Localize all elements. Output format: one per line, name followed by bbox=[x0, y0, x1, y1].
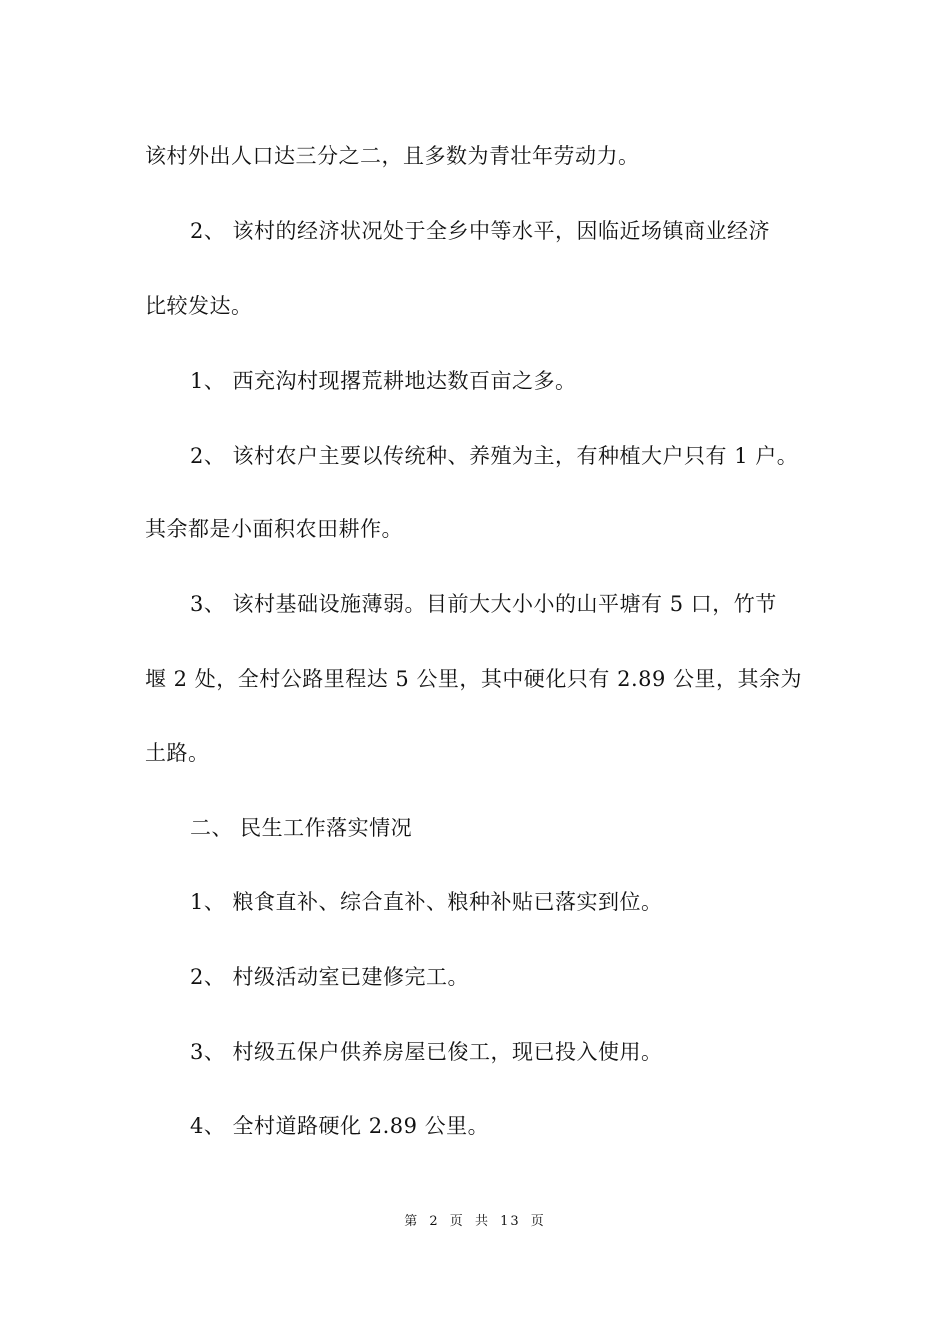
text-line-4: 1、 西充沟村现撂荒耕地达数百亩之多。 bbox=[190, 369, 577, 393]
footer-prefix: 第 bbox=[404, 1214, 420, 1229]
page-footer bbox=[0, 1210, 950, 1229]
footer-page-word: 页 bbox=[449, 1214, 465, 1229]
footer-total-word: 共 bbox=[474, 1214, 490, 1229]
text-line-2: 2、 该村的经济状况处于全乡中等水平，因临近场镇商业经济 bbox=[190, 219, 771, 243]
text-line-11: 1、 粮食直补、综合直补、粮种补贴已落实到位。 bbox=[190, 890, 663, 914]
text-line-7: 3、 该村基础设施薄弱。目前大大小小的山平塘有 5 口，竹节 bbox=[190, 592, 777, 616]
section-heading: 二、 民生工作落实情况 bbox=[190, 816, 413, 840]
total-pages-number: 13 bbox=[500, 1214, 521, 1229]
text-line-1: 该村外出人口达三分之二，且多数为青壮年劳动力。 bbox=[145, 144, 640, 168]
current-page-number: 2 bbox=[429, 1214, 440, 1229]
text-line-12: 2、 村级活动室已建修完工。 bbox=[190, 965, 470, 989]
text-line-6: 其余都是小面积农田耕作。 bbox=[145, 517, 403, 541]
text-line-5: 2、 该村农户主要以传统种、养殖为主，有种植大户只有 1 户。 bbox=[190, 444, 799, 468]
footer-suffix: 页 bbox=[530, 1214, 546, 1229]
text-line-3: 比较发达。 bbox=[145, 294, 253, 318]
text-line-9: 土路。 bbox=[145, 741, 210, 765]
text-line-13: 3、 村级五保户供养房屋已俊工，现已投入使用。 bbox=[190, 1040, 663, 1064]
text-line-14: 4、 全村道路硬化 2.89 公里。 bbox=[190, 1114, 490, 1138]
text-line-8: 堰 2 处，全村公路里程达 5 公里，其中硬化只有 2.89 公里，其余为 bbox=[145, 667, 803, 691]
